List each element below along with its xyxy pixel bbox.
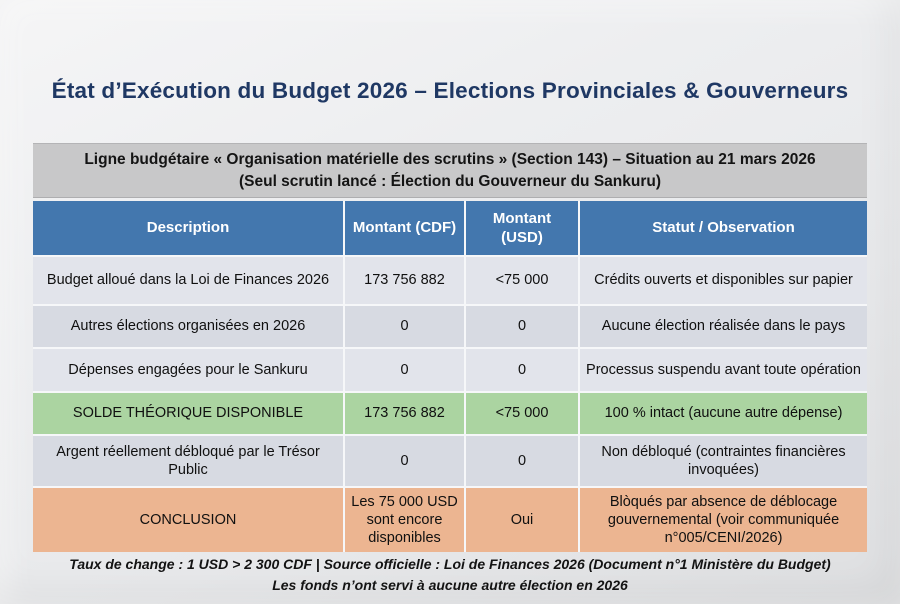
column-header-statut-observation: Statut / Observation <box>580 201 867 255</box>
column-header-description: Description <box>33 201 343 255</box>
cell-montant-usd: <75 000 <box>466 393 578 434</box>
banner-line-2: (Seul scrutin lancé : Élection du Gouverneur du Sankuru) <box>238 172 661 190</box>
cell-statut: Non débloqué (contraintes financières invoquées) <box>580 436 867 486</box>
row-description: Budget alloué dans la Loi de Finances 2026 <box>33 257 343 304</box>
cell-statut: 100 % intact (aucune autre dépense) <box>580 393 867 434</box>
cell-montant-cdf: 0 <box>345 436 464 486</box>
cell-montant-cdf: 173 756 882 <box>345 257 464 304</box>
cell-montant-cdf: 0 <box>345 306 464 347</box>
cell-montant-usd: <75 000 <box>466 257 578 304</box>
column-header-montant-cdf: Montant (CDF) <box>345 201 464 255</box>
cell-montant-cdf: Les 75 000 USD sont encore disponibles <box>345 488 464 552</box>
row-description: Dépenses engagées pour le Sankuru <box>33 349 343 391</box>
cell-montant-usd: 0 <box>466 349 578 391</box>
row-description: Autres élections organisées en 2026 <box>33 306 343 347</box>
cell-montant-usd: 0 <box>466 306 578 347</box>
budget-line-banner <box>33 143 867 198</box>
budget-table <box>33 201 867 552</box>
cell-statut: Aucune élection réalisée dans le pays <box>580 306 867 347</box>
cell-statut: Blòqués par absence de déblocage gouvernemental (voir communiquée n°005/CENI/2026) <box>580 488 867 552</box>
footer-note-2: Les fonds n’ont servi à aucune autre élection en 2026 <box>272 577 628 593</box>
row-description: SOLDE THÉORIQUE DISPONIBLE <box>33 393 343 434</box>
cell-montant-usd: 0 <box>466 436 578 486</box>
cell-statut: Processus suspendu avant toute opération <box>580 349 867 391</box>
column-header-montant-usd: Montant (USD) <box>466 201 578 255</box>
row-description: CONCLUSION <box>33 488 343 552</box>
banner-line-1: Ligne budgétaire « Organisation matérielle des scrutins » (Section 143) – Situation au 21 mars 2026 <box>84 150 816 168</box>
footer-note-1: Taux de change : 1 USD > 2 300 CDF | Source officielle : Loi de Finances 2026 (Document n°1 Ministère du Budget) <box>69 556 831 572</box>
cell-montant-usd: Oui <box>466 488 578 552</box>
page-title: État d’Exécution du Budget 2026 – Elections Provinciales & Gouverneurs <box>51 78 849 103</box>
cell-statut: Crédits ouverts et disponibles sur papier <box>580 257 867 304</box>
row-description: Argent réellement débloqué par le Trésor Public <box>33 436 343 486</box>
cell-montant-cdf: 0 <box>345 349 464 391</box>
footer-note <box>0 554 900 596</box>
cell-montant-cdf: 173 756 882 <box>345 393 464 434</box>
